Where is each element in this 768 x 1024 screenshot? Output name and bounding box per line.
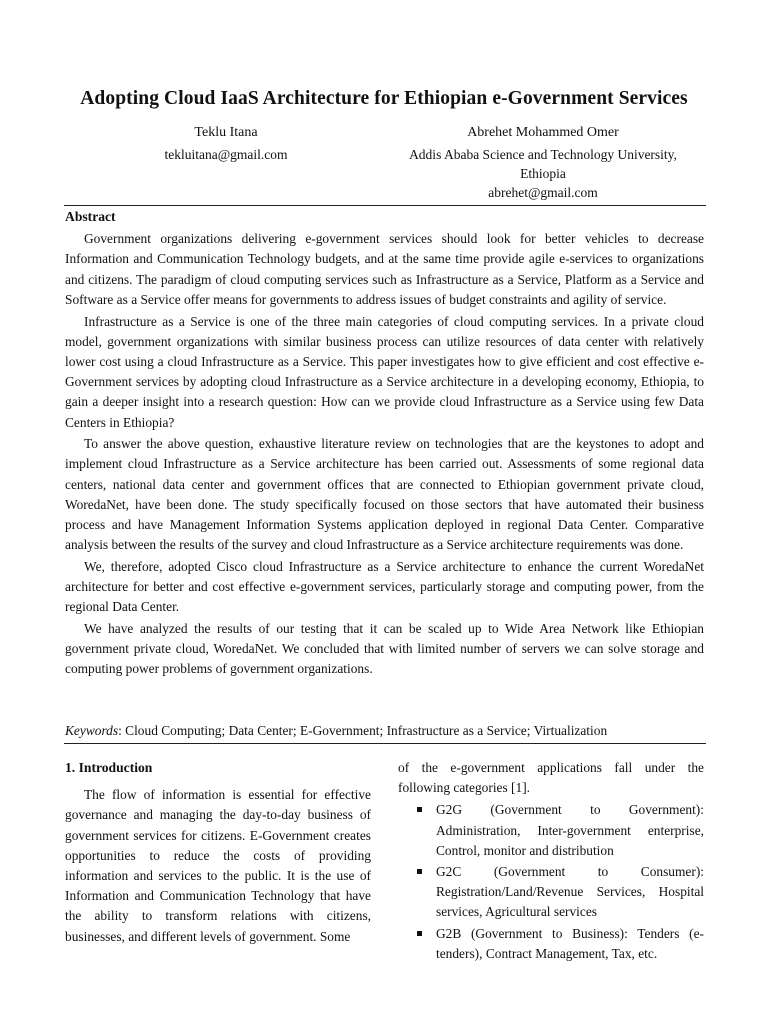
author-country: Ethiopia: [520, 166, 566, 181]
category-list: [398, 800, 704, 964]
square-bullet-icon: [417, 869, 422, 874]
author-email: abrehet@gmail.com: [488, 185, 598, 200]
abstract-paragraph: We have analyzed the results of our testing that it can be scaled up to Wide Area Network like Ethiopian government private cloud, WoredaNet. We concluded that with limited number of servers we can solve storage and computing power problems of government organizations.: [65, 621, 704, 677]
abstract-top-rule: [64, 205, 706, 206]
category-text: G2C (Government to Consumer): Registration/Land/Revenue Services, Hospital services, Agricultural services: [436, 864, 704, 920]
category-item: [398, 800, 704, 861]
square-bullet-icon: [417, 807, 422, 812]
introduction-paragraph: The flow of information is essential for effective governance and managing the day-to-day business of government services for citizens. E-Government creates opportunities to reduce the costs of providing information and services to the public. It is the use of Information and Communication Technology that have the ability to transform relations with citizens, businesses, and different levels of government. Some: [65, 787, 371, 944]
keywords-label: Keywords: [65, 723, 119, 738]
author-name: Abrehet Mohammed Omer: [467, 125, 619, 140]
category-item: [398, 862, 704, 923]
author-name: Teklu Itana: [194, 125, 258, 140]
abstract-heading: Abstract: [65, 209, 116, 224]
square-bullet-icon: [417, 931, 422, 936]
abstract-paragraph: We, therefore, adopted Cisco cloud Infrastructure as a Service architecture to enhance the current WoredaNet architecture for better and cost effective e-government services, particularly storage and computing power, from the regional Data Center.: [65, 558, 704, 615]
keywords-line: [65, 721, 705, 741]
category-text: G2G (Government to Government): Administration, Inter-government enterprise, Control, monitor and distribution: [436, 802, 704, 858]
author-email: tekluitana@gmail.com: [164, 147, 288, 162]
abstract-bottom-rule: [64, 743, 706, 744]
left-column: [65, 758, 371, 947]
author-block-1: [128, 123, 324, 164]
abstract-section: [65, 207, 704, 681]
category-text: G2B (Government to Business): Tenders (e-tenders), Contract Management, Tax, etc.: [436, 925, 704, 961]
abstract-paragraph: To answer the above question, exhaustive literature review on technologies that are the keystones to adopt and implement cloud Infrastructure as a Service architecture has been carried out. Assessments of some regional data centers, national data center and government offices that are connected to Ethiopian government private cloud, WoredaNet, have been done. The study specifically focused on those sectors that have automated their business process and have Management Information Systems application deployed in regional Data Center. Comparative analysis between the results of the survey and cloud Infrastructure as a Service architecture requirements was done.: [65, 436, 704, 553]
abstract-paragraph: Infrastructure as a Service is one of the three main categories of cloud computing services. In a private cloud model, government organizations with similar business process can utilize resources of data center with relatively lower cost using a cloud Infrastructure as a Service. This paper investigates how to give efficient and cost effective e-Government services by adopting cloud Infrastructure as a Service architecture in a developing economy, Ethiopia, to gain a deeper insight into a research question: How can we provide cloud Infrastructure as a Service using few Data Centers in Ethiopia?: [65, 313, 704, 430]
author-affiliation: Addis Ababa Science and Technology University,: [409, 147, 677, 162]
paper-title: Adopting Cloud IaaS Architecture for Ethiopian e-Government Services: [80, 88, 688, 109]
abstract-paragraph: Government organizations delivering e-government services should look for better vehicles to decrease Information and Communication Technology budgets, and at the same time provide agile e-services to organizations and citizens. The paradigm of cloud computing services such as Infrastructure as a Service, Platform as a Service and Software as a Service offer means for governments to address issues of budget constraints and agility of service.: [65, 231, 704, 307]
keywords-text: : Cloud Computing; Data Center; E-Government; Infrastructure as a Service; Virtualization: [118, 723, 608, 738]
right-column: [398, 758, 704, 965]
category-item: [398, 924, 704, 964]
introduction-heading: 1. Introduction: [65, 760, 153, 775]
categories-intro: of the e-government applications fall under the following categories [1].: [398, 760, 704, 796]
author-block-2: [390, 123, 696, 202]
